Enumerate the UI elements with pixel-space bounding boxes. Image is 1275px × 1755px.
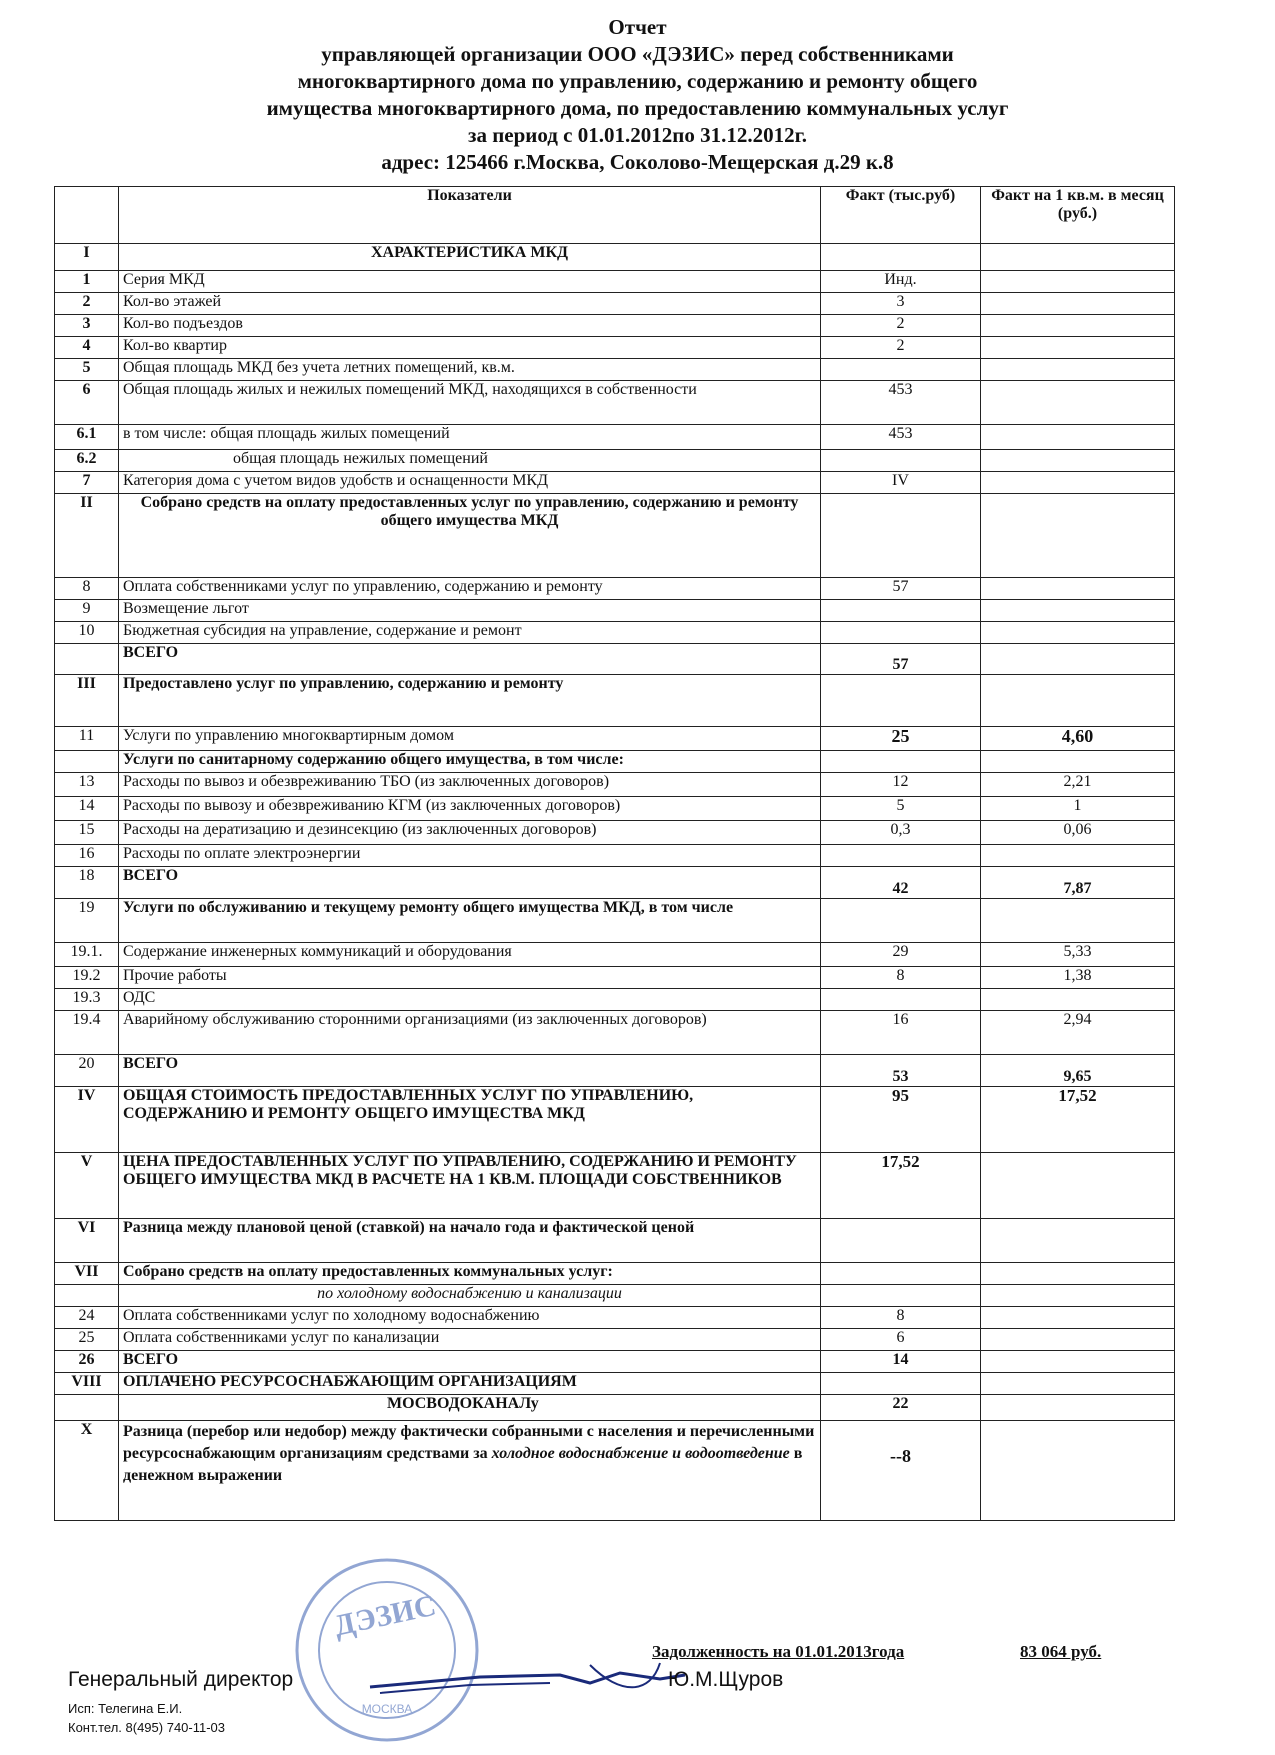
table-row [55, 337, 1175, 359]
table-row [55, 1219, 1175, 1263]
table-row [55, 600, 1175, 622]
row-number: 19.4 [55, 1011, 119, 1055]
row-label: Расходы по вывозу и обезвреживанию КГМ (из заключенных договоров) [119, 797, 821, 821]
total-fact: 57 [821, 644, 981, 675]
row-per-m2 [981, 450, 1175, 472]
row-fact: 5 [821, 797, 981, 821]
report-subtitle-line: управляющей организации ООО «ДЭЗИС» перед собственниками [321, 42, 954, 66]
row-number: 18 [55, 867, 119, 899]
row-number: 20 [55, 1055, 119, 1087]
row-per-m2 [981, 315, 1175, 337]
row-per-m2 [981, 675, 1175, 727]
table-row-total [55, 644, 1175, 675]
header-cell-number [55, 187, 119, 244]
total-fact: 42 [821, 867, 981, 899]
row-fact [821, 450, 981, 472]
row-label: Услуги по управлению многоквартирным домом [119, 727, 821, 751]
row-fact: --8 [821, 1421, 981, 1521]
row-label: Кол-во квартир [119, 337, 821, 359]
row-per-m2 [981, 622, 1175, 644]
debt-label: Задолженность на 01.01.2013года [652, 1642, 905, 1661]
row-label: Бюджетная субсидия на управление, содержание и ремонт [119, 622, 821, 644]
row-fact: 29 [821, 943, 981, 967]
row-fact: 22 [821, 1395, 981, 1421]
table-row-total [55, 867, 1175, 899]
director-name: Ю.М.Щуров [668, 1668, 784, 1691]
row-label: Расходы на дератизацию и дезинсекцию (из заключенных договоров) [119, 821, 821, 845]
row-per-m2 [981, 1263, 1175, 1285]
row-per-m2 [981, 425, 1175, 450]
row-fact [821, 751, 981, 773]
table-row [55, 622, 1175, 644]
stamp-text: ДЭЗИС [331, 1588, 439, 1643]
table-row [55, 450, 1175, 472]
row-per-m2: 2,94 [981, 1011, 1175, 1055]
contact-phone: Конт.тел. 8(495) 740-11-03 [68, 1720, 226, 1735]
table-row [55, 425, 1175, 450]
row-label [119, 1421, 821, 1521]
report-table [54, 186, 1175, 1521]
table-row [55, 315, 1175, 337]
row-label: Общая площадь МКД без учета летних помещений, кв.м. [119, 359, 821, 381]
row-label: общая площадь нежилых помещений [119, 450, 821, 472]
row-number: 19.3 [55, 989, 119, 1011]
report-period: за период с 01.01.2012по 31.12.2012г. [468, 123, 807, 147]
row-label-text: в денежном выражении [123, 1445, 803, 1484]
row-number: 14 [55, 797, 119, 821]
row-fact: 12 [821, 773, 981, 797]
row-per-m2 [981, 1395, 1175, 1421]
table-row [55, 293, 1175, 315]
row-per-m2: 2,21 [981, 773, 1175, 797]
row-fact [821, 989, 981, 1011]
row-per-m2 [981, 600, 1175, 622]
row-label: Общая площадь жилых и нежилых помещений МКД, находящихся в собственности [119, 381, 821, 425]
row-number: 9 [55, 600, 119, 622]
row-fact [821, 1263, 981, 1285]
row-fact [821, 1219, 981, 1263]
row-number: 6.2 [55, 450, 119, 472]
row-number: 8 [55, 578, 119, 600]
table-row [55, 675, 1175, 727]
row-number: 19 [55, 899, 119, 943]
table-row [55, 381, 1175, 425]
row-number: 25 [55, 1329, 119, 1351]
table-row [55, 943, 1175, 967]
row-label: Кол-во подъездов [119, 315, 821, 337]
report-subtitle-line: многоквартирного дома по управлению, содержанию и ремонту общего [297, 69, 978, 93]
row-label: ОБЩАЯ СТОИМОСТЬ ПРЕДОСТАВЛЕННЫХ УСЛУГ ПО УПРАВЛЕНИЮ, СОДЕРЖАНИЮ И РЕМОНТУ ОБЩЕГО ИМУЩЕСТВА МКД [119, 1087, 821, 1153]
stamp-city: МОСКВА [361, 1702, 413, 1716]
director-position: Генеральный директор [68, 1668, 294, 1691]
row-label: ОДС [119, 989, 821, 1011]
row-number [55, 1395, 119, 1421]
row-per-m2: 1 [981, 797, 1175, 821]
table-row [55, 727, 1175, 751]
row-per-m2 [981, 244, 1175, 271]
row-per-m2 [981, 381, 1175, 425]
header-cell-fact-per-m2: Факт на 1 кв.м. в месяц (руб.) [981, 187, 1175, 244]
row-per-m2 [981, 1285, 1175, 1307]
row-fact: 453 [821, 425, 981, 450]
table-row [55, 1421, 1175, 1521]
row-number: I [55, 244, 119, 271]
row-number [55, 1285, 119, 1307]
report-address: адрес: 125466 г.Москва, Соколово-Мещерская д.29 к.8 [381, 150, 894, 174]
section-title: Собрано средств на оплату предоставленных услуг по управлению, содержанию и ремонту общего имущества МКД [119, 494, 821, 578]
row-label: ОПЛАЧЕНО РЕСУРСОСНАБЖАЮЩИМ ОРГАНИЗАЦИЯМ [119, 1373, 821, 1395]
table-row [55, 1153, 1175, 1219]
row-fact [821, 1373, 981, 1395]
row-fact: 57 [821, 578, 981, 600]
row-label: Оплата собственниками услуг по управлению, содержанию и ремонту [119, 578, 821, 600]
row-number: 16 [55, 845, 119, 867]
row-per-m2 [981, 337, 1175, 359]
row-label: в том числе: общая площадь жилых помещений [119, 425, 821, 450]
row-per-m2 [981, 845, 1175, 867]
table-row [55, 797, 1175, 821]
row-fact: 95 [821, 1087, 981, 1153]
report-title: Отчет [608, 15, 667, 39]
row-label: ЦЕНА ПРЕДОСТАВЛЕННЫХ УСЛУГ ПО УПРАВЛЕНИЮ, СОДЕРЖАНИЮ И РЕМОНТУ ОБЩЕГО ИМУЩЕСТВА МКД В РАСЧЕТЕ НА 1 КВ.М. ПЛОЩАДИ СОБСТВЕННИКОВ [119, 1153, 821, 1219]
table-row [55, 899, 1175, 943]
table-row [55, 1329, 1175, 1351]
row-fact: 0,3 [821, 821, 981, 845]
row-label: Прочие работы [119, 967, 821, 989]
table-row [55, 1087, 1175, 1153]
row-number: 15 [55, 821, 119, 845]
row-number: 11 [55, 727, 119, 751]
row-per-m2: 1,38 [981, 967, 1175, 989]
row-number: 13 [55, 773, 119, 797]
row-fact: Инд. [821, 271, 981, 293]
row-fact: IV [821, 472, 981, 494]
row-label: Аварийному обслуживанию сторонними организациями (из заключенных договоров) [119, 1011, 821, 1055]
row-fact [821, 244, 981, 271]
table-row [55, 271, 1175, 293]
row-per-m2 [981, 494, 1175, 578]
table-row-total [55, 1351, 1175, 1373]
row-fact: 8 [821, 1307, 981, 1329]
row-per-m2: 0,06 [981, 821, 1175, 845]
row-per-m2 [981, 578, 1175, 600]
row-number: 4 [55, 337, 119, 359]
row-fact: 2 [821, 315, 981, 337]
row-per-m2 [981, 1421, 1175, 1521]
row-fact: 17,52 [821, 1153, 981, 1219]
table-row [55, 1307, 1175, 1329]
table-row [55, 472, 1175, 494]
row-number: II [55, 494, 119, 578]
row-number: VIII [55, 1373, 119, 1395]
section-title: Предоставлено услуг по управлению, содержанию и ремонту [119, 675, 821, 727]
row-label-text: Разница (перебор или недобор) между фактически собранными с населения и перечисленными ресурсоснабжающим организациям средствами за [123, 1423, 815, 1462]
row-label: Услуги по санитарному содержанию общего имущества, в том числе: [119, 751, 821, 773]
row-per-m2 [981, 293, 1175, 315]
row-per-m2 [981, 989, 1175, 1011]
row-number: 10 [55, 622, 119, 644]
total-per-m2 [981, 644, 1175, 675]
row-fact [821, 600, 981, 622]
row-number: 1 [55, 271, 119, 293]
signature [360, 1655, 690, 1705]
row-per-m2 [981, 1373, 1175, 1395]
row-fact: 453 [821, 381, 981, 425]
row-fact [821, 622, 981, 644]
row-per-m2 [981, 1219, 1175, 1263]
row-fact [821, 899, 981, 943]
row-number: 3 [55, 315, 119, 337]
row-per-m2: 4,60 [981, 727, 1175, 751]
row-number: IV [55, 1087, 119, 1153]
table-row [55, 578, 1175, 600]
section-title: ХАРАКТЕРИСТИКА МКД [119, 244, 821, 271]
row-number: V [55, 1153, 119, 1219]
row-fact: 16 [821, 1011, 981, 1055]
table-row [55, 773, 1175, 797]
row-label: Расходы по оплате электроэнергии [119, 845, 821, 867]
row-label: Собрано средств на оплату предоставленных коммунальных услуг: [119, 1263, 821, 1285]
table-row [55, 1263, 1175, 1285]
row-per-m2: 5,33 [981, 943, 1175, 967]
row-label: Расходы по вывоз и обезвреживанию ТБО (из заключенных договоров) [119, 773, 821, 797]
row-per-m2 [981, 271, 1175, 293]
table-row [55, 1285, 1175, 1307]
table-row [55, 845, 1175, 867]
row-per-m2 [981, 899, 1175, 943]
row-per-m2 [981, 1307, 1175, 1329]
row-number: 7 [55, 472, 119, 494]
row-number: 24 [55, 1307, 119, 1329]
row-per-m2: 17,52 [981, 1087, 1175, 1153]
table-row [55, 244, 1175, 271]
total-per-m2: 9,65 [981, 1055, 1175, 1087]
row-number: III [55, 675, 119, 727]
row-fact [821, 675, 981, 727]
row-per-m2 [981, 472, 1175, 494]
row-number: 6 [55, 381, 119, 425]
row-number: 2 [55, 293, 119, 315]
row-number: 19.2 [55, 967, 119, 989]
row-fact [821, 845, 981, 867]
row-label: Категория дома с учетом видов удобств и оснащенности МКД [119, 472, 821, 494]
row-fact: 2 [821, 337, 981, 359]
table-row [55, 989, 1175, 1011]
row-label: МОСВОДОКАНАЛу [119, 1395, 821, 1421]
debt-value: 83 064 руб. [1020, 1642, 1102, 1661]
row-label: Содержание инженерных коммуникаций и оборудования [119, 943, 821, 967]
row-per-m2 [981, 1329, 1175, 1351]
row-number: 26 [55, 1351, 119, 1373]
total-fact: 53 [821, 1055, 981, 1087]
row-label: Услуги по обслуживанию и текущему ремонту общего имущества МКД, в том числе [119, 899, 821, 943]
row-number: 5 [55, 359, 119, 381]
table-row-total [55, 1055, 1175, 1087]
total-per-m2 [981, 1351, 1175, 1373]
total-label: ВСЕГО [119, 1055, 821, 1087]
row-fact: 8 [821, 967, 981, 989]
table-row [55, 359, 1175, 381]
table-row [55, 1373, 1175, 1395]
row-label: Оплата собственниками услуг по канализации [119, 1329, 821, 1351]
row-number: 6.1 [55, 425, 119, 450]
row-number [55, 751, 119, 773]
row-label: Разница между плановой ценой (ставкой) на начало года и фактической ценой [119, 1219, 821, 1263]
row-number: VII [55, 1263, 119, 1285]
company-stamp [292, 1555, 482, 1745]
report-header [0, 14, 1275, 176]
table-row [55, 1011, 1175, 1055]
total-label: ВСЕГО [119, 644, 821, 675]
total-label: ВСЕГО [119, 1351, 821, 1373]
row-number [55, 644, 119, 675]
row-label: Оплата собственниками услуг по холодному водоснабжению [119, 1307, 821, 1329]
row-fact [821, 1285, 981, 1307]
table-row [55, 494, 1175, 578]
row-fact: 6 [821, 1329, 981, 1351]
header-cell-fact: Факт (тыс.руб) [821, 187, 981, 244]
total-per-m2: 7,87 [981, 867, 1175, 899]
table-header-row [55, 187, 1175, 244]
row-label-italic: холодное водоснабжение и водоотведение [491, 1445, 790, 1462]
row-fact: 3 [821, 293, 981, 315]
row-per-m2 [981, 751, 1175, 773]
row-number: 19.1. [55, 943, 119, 967]
table-row [55, 967, 1175, 989]
total-fact: 14 [821, 1351, 981, 1373]
row-per-m2 [981, 1153, 1175, 1219]
table-row [55, 751, 1175, 773]
table-row [55, 821, 1175, 845]
row-fact: 25 [821, 727, 981, 751]
row-number: X [55, 1421, 119, 1521]
row-fact [821, 494, 981, 578]
row-label: Серия МКД [119, 271, 821, 293]
table-row [55, 1395, 1175, 1421]
row-fact [821, 359, 981, 381]
row-label: Кол-во этажей [119, 293, 821, 315]
executor-name: Исп: Телегина Е.И. [68, 1701, 183, 1716]
row-number: VI [55, 1219, 119, 1263]
row-label: по холодному водоснабжению и канализации [119, 1285, 821, 1307]
header-cell-indicators: Показатели [119, 187, 821, 244]
report-subtitle-line: имущества многоквартирного дома, по предоставлению коммунальных услуг [266, 96, 1009, 120]
row-per-m2 [981, 359, 1175, 381]
total-label: ВСЕГО [119, 867, 821, 899]
row-label: Возмещение льгот [119, 600, 821, 622]
